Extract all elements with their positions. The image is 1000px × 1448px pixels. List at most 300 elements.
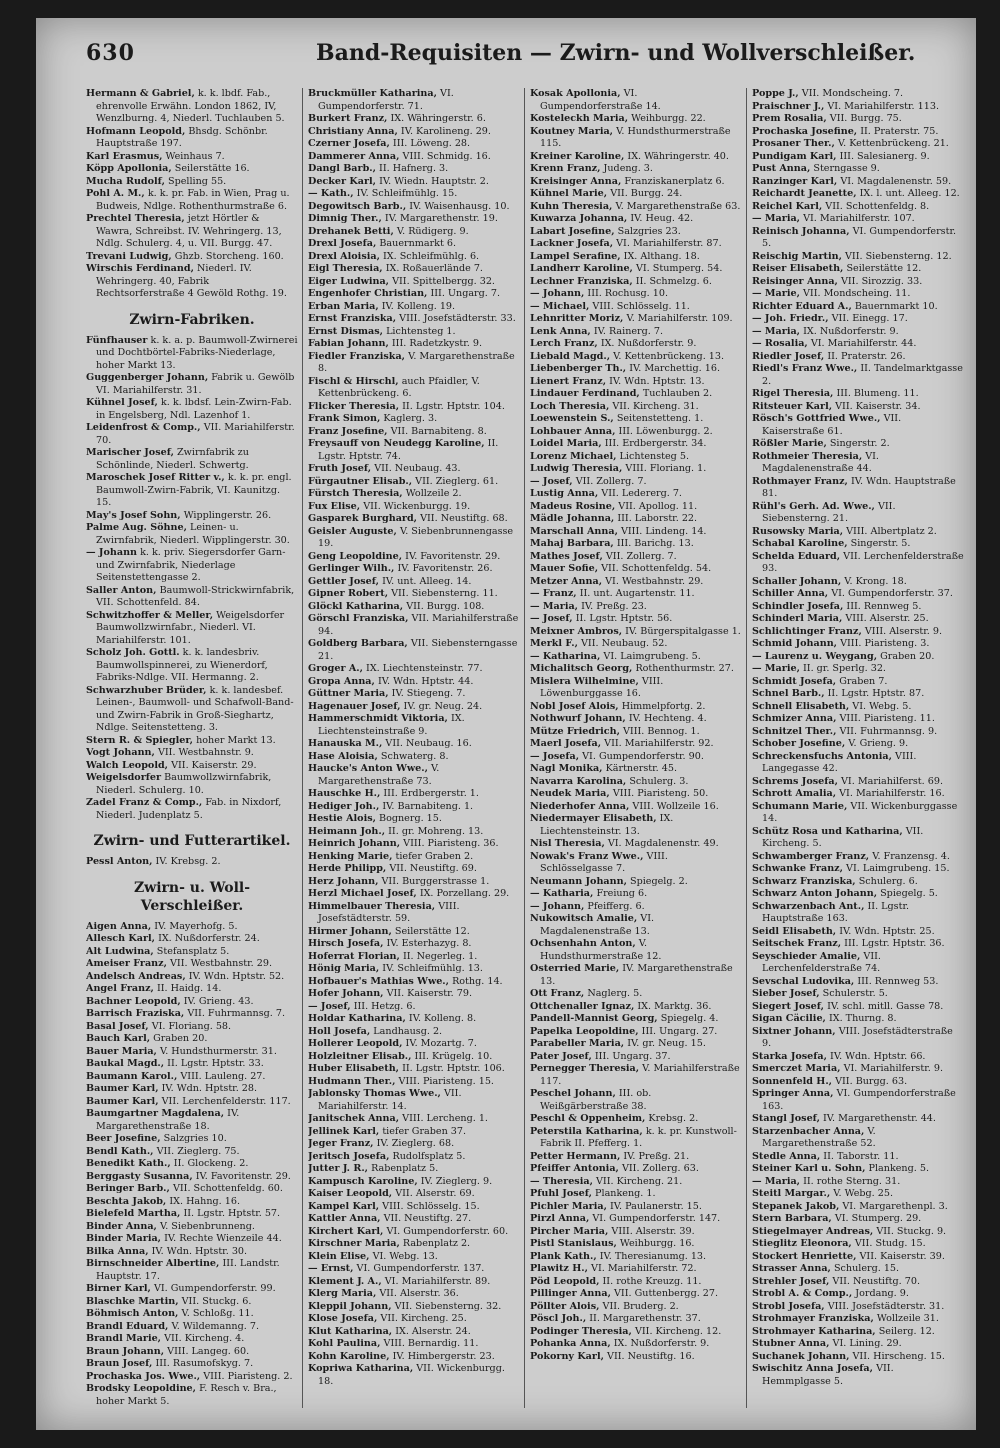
entry-address: VIII. Josefstädterstr. 33.	[399, 313, 516, 324]
entry-address: F. Resch v. Bra., hoher Markt 5.	[96, 1383, 277, 1407]
directory-entry	[308, 1326, 520, 1339]
entry-address: VII. Hemmplgasse 5.	[762, 1363, 894, 1387]
directory-entry	[752, 863, 964, 876]
directory-entry	[530, 1188, 742, 1201]
entry-name: — Maria,	[752, 213, 801, 224]
entry-address: Baumwollzwirnfabrik, Niederl. Schulerg. 10.	[96, 772, 272, 796]
directory-entry	[530, 1001, 742, 1014]
directory-entry	[530, 538, 742, 551]
entry-address: VII. Burgg. 24.	[610, 188, 683, 199]
entry-address: V. Krong. 18.	[844, 575, 907, 587]
entry-address: Sterngasse 9.	[813, 163, 880, 174]
entry-address: IV. Zieglerg. 68.	[376, 1138, 455, 1149]
entry-name: Reischig Martin,	[752, 250, 842, 262]
entry-address: VII. Apollog. 11.	[618, 500, 698, 512]
entry-address: tiefer Graben 2.	[395, 850, 474, 862]
entry-name: Brandl Marie,	[86, 1333, 162, 1344]
directory-entry	[86, 472, 298, 510]
entry-address: V. Mariahilferstraße 117.	[540, 1063, 740, 1087]
directory-entry	[308, 938, 520, 951]
entry-name: Ranzinger Karl,	[752, 175, 838, 187]
entry-address: Weinhaus 7.	[165, 150, 225, 162]
entry-address: IV. gr. Neug. 15.	[627, 1038, 706, 1049]
entry-address: VII. Siebensterng. 12.	[844, 250, 952, 262]
entry-address: VII. Zollerg. 63.	[621, 1163, 699, 1174]
directory-entry	[86, 372, 298, 397]
directory-entry	[530, 813, 742, 838]
directory-entry	[86, 747, 298, 760]
entry-address: k. k. lbdsf. Lein-Zwirn-Fab. in Engelsberg, Ndl. Lazenhof 1.	[96, 397, 292, 421]
entry-address: Zwirnfabrik zu Schönlinde, Niederl. Schwertg.	[96, 447, 249, 471]
directory-entry	[86, 251, 298, 264]
entry-address: VIII. Schlösselg. 11.	[592, 300, 690, 312]
directory-entry	[308, 1288, 520, 1301]
entry-name: Kirschner Maria,	[308, 1238, 400, 1249]
directory-entry	[86, 921, 298, 934]
entry-name: Schumann Marie,	[752, 800, 848, 812]
directory-entry	[752, 1288, 964, 1301]
directory-entry	[308, 613, 520, 638]
column-divider	[746, 88, 747, 1408]
entry-name: Stieglitz Eleonora,	[752, 1238, 852, 1249]
entry-name: Schrems Josefa,	[752, 775, 838, 787]
entry-address: Seilerstätte 16.	[174, 163, 250, 174]
entry-name: Sieber Josef,	[752, 988, 820, 999]
entry-name: Kreiner Karoline,	[530, 150, 625, 162]
entry-address: IV. Margarethenstr. 19.	[384, 213, 498, 224]
entry-address: VII. Fuhrmannsg. 7.	[187, 1008, 286, 1019]
entry-name: Sevschal Ludovika,	[752, 975, 855, 987]
directory-entry	[86, 933, 298, 946]
entry-address: Kärtnerstr. 45.	[605, 763, 678, 774]
entry-name: Schmizer Anna,	[752, 713, 837, 724]
directory-entry	[308, 738, 520, 751]
entry-address: Landhausg. 2.	[373, 1025, 443, 1037]
directory-entry	[86, 996, 298, 1009]
directory-entry	[308, 751, 520, 764]
entry-name: Prem Rosalia,	[752, 113, 827, 124]
directory-entry	[86, 1346, 298, 1359]
directory-entry	[752, 776, 964, 789]
directory-entry	[752, 951, 964, 976]
entry-name: Freysauff von Neudegg Karoline,	[308, 438, 485, 449]
directory-entry	[308, 588, 520, 601]
entry-name: Smerczet Maria,	[752, 1063, 841, 1074]
entry-name: Merkl F.,	[530, 638, 578, 649]
entry-address: IV. Mayerhofg. 5.	[154, 920, 238, 932]
entry-name: Beschta Jakob,	[86, 1195, 167, 1207]
entry-name: Karl Erasmus,	[86, 150, 163, 162]
entry-address: VIII. Schmidg. 16.	[402, 150, 491, 162]
directory-entry	[752, 1001, 964, 1014]
entry-address: II. Lgstr. Hptstr. 56.	[575, 613, 673, 624]
entry-name: Bauch Karl,	[86, 1033, 151, 1044]
entry-name: Strohmayer Katharina,	[752, 1325, 876, 1337]
entry-address: III. Ungarg. 7.	[430, 288, 501, 299]
directory-entry	[530, 776, 742, 789]
entry-name: Glöckl Katharina,	[308, 600, 404, 612]
entry-name: Lorenz Michael,	[530, 450, 617, 462]
directory-entry	[530, 1038, 742, 1051]
entry-address: Rothg. 14.	[452, 975, 503, 987]
entry-name: — Josef,	[530, 475, 573, 487]
entry-address: IX. Nußdorferstr. 9.	[613, 1338, 710, 1349]
entry-name: Heinrich Johann,	[308, 838, 401, 849]
directory-entry	[86, 1146, 298, 1159]
directory-entry	[308, 1263, 520, 1276]
directory-entry	[530, 838, 742, 851]
directory-entry	[752, 801, 964, 826]
directory-entry	[308, 226, 520, 239]
directory-entry	[530, 1288, 742, 1301]
entry-address: IV. Wdn. Hauptstraße 81.	[762, 475, 956, 499]
directory-entry	[308, 163, 520, 176]
directory-entry	[308, 201, 520, 214]
directory-entry	[530, 263, 742, 276]
entry-address: Bhsdg. Schönbr. Hauptstraße 197.	[96, 125, 268, 149]
entry-address: II. gr. Sperlg. 32.	[802, 663, 886, 674]
entry-name: Beer Josefine,	[86, 1133, 161, 1144]
entry-name: Liebenberger Th.,	[530, 363, 627, 374]
entry-address: VII. Neustiftg. 70.	[832, 1275, 921, 1287]
entry-name: Pfeiffer Antonia,	[530, 1163, 619, 1174]
directory-entry	[752, 988, 964, 1001]
entry-address: IX. Währingerstr. 40.	[627, 150, 729, 162]
entry-name: Janitschek Anna,	[308, 1113, 400, 1124]
entry-address: k. k. pr. Kunstwoll-Fabrik II. Pfefferg. 1.	[540, 1125, 737, 1149]
entry-name: Kirchert Karl,	[308, 1225, 384, 1237]
entry-name: Frank Simon,	[308, 413, 381, 424]
entry-address: III. Rennweg 5.	[846, 600, 922, 612]
entry-address: VI. Gumpendorferstr. 5.	[762, 225, 957, 249]
entry-name: Böhmisch Anton,	[86, 1308, 179, 1319]
directory-entry	[752, 1051, 964, 1064]
directory-entry	[308, 988, 520, 1001]
entry-name: Navarra Karolina,	[530, 775, 627, 787]
entry-name: Goldberg Barbara,	[308, 638, 408, 649]
directory-entry	[86, 610, 298, 648]
directory-entry	[752, 976, 964, 989]
entry-name: Lenk Anna,	[530, 325, 591, 337]
entry-name: Riedl's Franz Wwe.,	[752, 363, 858, 374]
directory-entry	[86, 1046, 298, 1059]
directory-entry	[86, 88, 298, 126]
entry-name: Springer Anna,	[752, 1088, 834, 1099]
directory-entry	[308, 1363, 520, 1388]
entry-name: Vogt Johann,	[86, 747, 155, 758]
entry-address: II. Lgstr. Hptstr. 87.	[827, 688, 925, 699]
entry-address: VII. Mariahilferstr. 92.	[604, 738, 714, 749]
entry-address: VI. Laimgrubeng. 5.	[603, 650, 701, 662]
entry-name: Lampel Serafine,	[530, 250, 621, 262]
entry-name: Jeritsch Josefa,	[308, 1150, 390, 1162]
entry-address: Pfeifferg. 6.	[587, 900, 645, 912]
directory-entry	[752, 1338, 964, 1351]
entry-name: Klut Katharina,	[308, 1325, 393, 1337]
entry-name: Geisler Auguste,	[308, 525, 397, 537]
directory-entry	[530, 201, 742, 214]
entry-address: Lichtensteg 5.	[619, 450, 690, 462]
entry-name: Bielefeld Martha,	[86, 1208, 181, 1219]
directory-entry	[530, 313, 742, 326]
entry-address: Rabenplatz 2.	[402, 1238, 471, 1249]
entry-name: Zadel Franz & Comp.,	[86, 797, 203, 808]
directory-entry	[752, 288, 964, 301]
entry-name: Holzleitner Elisab.,	[308, 1050, 412, 1062]
directory-entry	[308, 1213, 520, 1226]
directory-entry	[86, 1246, 298, 1259]
directory-entry	[308, 88, 520, 113]
directory-entry	[308, 1351, 520, 1364]
directory-entry	[86, 176, 298, 189]
entry-name: Kuwarza Johanna,	[530, 213, 628, 224]
entry-address: II. gr. Mohreng. 13.	[388, 825, 484, 837]
entry-address: III. Salesianerg. 9.	[839, 150, 930, 162]
entry-address: Salzgries 23.	[617, 225, 681, 237]
entry-address: VII. Mondscheing. 7.	[801, 88, 904, 99]
directory-entry	[86, 1208, 298, 1221]
entry-address: IV. Wdn. Hptstr. 66.	[830, 1050, 926, 1062]
entry-name: Mauer Sofie,	[530, 563, 599, 574]
entry-address: Seitenstetteng. 1.	[616, 413, 704, 424]
entry-name: Schober Josefine,	[752, 738, 846, 749]
directory-entry	[530, 188, 742, 201]
entry-address: VII. Westbahnstr. 9.	[157, 747, 254, 758]
entry-name: Prosaner Ther.,	[752, 138, 835, 149]
entry-name: Haucke's Anton Wwe.,	[308, 763, 428, 774]
directory-entry	[86, 397, 298, 422]
directory-entry	[86, 213, 298, 251]
entry-name: Bruckmüller Katharina,	[308, 88, 437, 99]
entry-address: Plankeng. 5.	[868, 1163, 930, 1174]
directory-entry	[308, 338, 520, 351]
entry-address: IX. l. unt. Alleeg. 12.	[859, 188, 960, 199]
entry-name: Nisl Theresia,	[530, 838, 605, 849]
directory-entry	[752, 88, 964, 101]
entry-address: V. Wildemanng. 7.	[171, 1320, 260, 1332]
directory-entry	[530, 126, 742, 151]
entry-address: VIII. Wollzeile 16.	[632, 800, 719, 812]
entry-address: IV. Karolineng. 29.	[400, 125, 491, 137]
entry-name: Alt Ludwina,	[86, 945, 154, 957]
directory-entry	[530, 851, 742, 876]
entry-name: Ochsenhahn Anton,	[530, 938, 636, 949]
directory-entry	[752, 701, 964, 714]
entry-address: VII. Kircheng. 5.	[762, 825, 924, 849]
entry-name: Rößler Marie,	[752, 438, 827, 449]
entry-name: Sigan Cäcilie,	[752, 1013, 826, 1024]
directory-entry	[86, 151, 298, 164]
entry-address: II. Lgstr. Hptstr. 57.	[183, 1208, 281, 1219]
entry-address: VI. Stumperg. 29.	[834, 1213, 922, 1224]
entry-name: Starzenbacher Anna,	[752, 1125, 865, 1137]
entry-address: VI. Mariahilferstr. 44.	[810, 338, 917, 349]
entry-address: VI. Magdalenenstr. 59.	[840, 175, 952, 187]
entry-name: Lohbauer Anna,	[530, 425, 616, 437]
entry-address: VIII. Bennog. 1.	[623, 725, 700, 737]
entry-name: Schwamberger Franz,	[752, 850, 870, 862]
entry-name: Strehler Josef,	[752, 1275, 830, 1287]
directory-entry	[752, 201, 964, 214]
entry-address: V. Rüdigerg. 9.	[396, 225, 469, 237]
entry-name: Allesch Karl,	[86, 933, 155, 944]
entry-name: Huber Elisabeth,	[308, 1063, 400, 1074]
entry-name: Reichel Karl,	[752, 200, 823, 212]
directory-columns	[86, 88, 962, 1408]
entry-name: Starka Josefa,	[752, 1050, 827, 1062]
entry-name: Pokorny Karl,	[530, 1350, 604, 1362]
entry-name: — Kath.,	[308, 188, 354, 199]
directory-entry	[308, 576, 520, 589]
entry-name: Gropa Anna,	[308, 675, 375, 687]
directory-entry	[530, 176, 742, 189]
entry-name: Schreckensfuchs Antonia,	[752, 750, 892, 762]
directory-entry	[308, 126, 520, 139]
entry-address: VI. Mariahilferst. 69.	[841, 775, 943, 787]
directory-entry	[752, 326, 964, 339]
entry-name: Loch Theresia,	[530, 400, 610, 412]
directory-entry	[530, 588, 742, 601]
entry-name: — Maria,	[752, 1175, 801, 1187]
directory-entry	[86, 1296, 298, 1309]
entry-address: VI. Webg. 5.	[852, 700, 912, 712]
entry-name: May's Josef Sohn,	[86, 509, 181, 521]
page-header	[86, 40, 946, 76]
entry-name: Drexl Josefa,	[308, 238, 377, 249]
entry-address: III. Rasumofskyg. 7.	[155, 1358, 254, 1369]
directory-entry	[752, 626, 964, 639]
directory-entry	[752, 1263, 964, 1276]
entry-name: — Michael,	[530, 300, 590, 312]
entry-address: VI. Webg. 13.	[372, 1250, 438, 1262]
entry-address: VI. Magdalenenstr. 49.	[607, 838, 719, 849]
directory-entry	[752, 526, 964, 539]
entry-address: Graben 7.	[839, 675, 888, 687]
entry-address: VI. Mariahilferstr. 113.	[827, 100, 939, 112]
entry-address: VI. Gumpendorferstr. 99.	[153, 1283, 276, 1294]
entry-address: IV. Wdn. Hptstr. 25.	[839, 925, 935, 937]
directory-entry	[308, 1088, 520, 1113]
entry-name: Groger A.,	[308, 663, 363, 674]
entry-name: Kreisinger Anna,	[530, 175, 622, 187]
entry-address: V. Margarethenstraße 73.	[318, 763, 440, 787]
directory-entry	[530, 1176, 742, 1189]
directory-entry	[752, 1251, 964, 1264]
entry-name: Strohmayer Franziska,	[752, 1313, 874, 1324]
entry-name: Niedermayer Elisabeth,	[530, 813, 657, 824]
entry-name: Kühnel Josef,	[86, 397, 158, 408]
directory-entry	[308, 313, 520, 326]
entry-name: Seidl Elisabeth,	[752, 925, 837, 937]
entry-name: Weigelsdorfer	[86, 772, 162, 783]
directory-entry	[530, 713, 742, 726]
entry-name: Schwitzhoffer & Meller,	[86, 609, 214, 621]
directory-entry	[86, 647, 298, 685]
entry-name: Walch Leopold,	[86, 759, 169, 771]
entry-address: Franziskanerplatz 6.	[624, 175, 725, 187]
entry-name: Pöd Leopold,	[530, 1275, 600, 1287]
directory-entry	[752, 576, 964, 589]
entry-name: Nagl Monika,	[530, 763, 603, 774]
entry-address: III. Barichg. 13.	[616, 538, 694, 549]
entry-address: III. Rochusg. 10.	[587, 288, 669, 299]
entry-address: VII. Alserstr. 36.	[379, 1288, 459, 1299]
entry-address: II. Hafnerg. 3.	[379, 163, 449, 174]
entry-name: — Marie,	[752, 663, 800, 674]
directory-entry	[530, 601, 742, 614]
entry-name: Klein Elise,	[308, 1250, 370, 1262]
directory-entry	[86, 1308, 298, 1321]
entry-address: VI. Margarethenpl. 3.	[842, 1200, 948, 1212]
entry-address: IV. Hechteng. 4.	[628, 713, 707, 724]
directory-entry	[86, 1358, 298, 1371]
entry-name: Osterried Marie,	[530, 963, 620, 974]
directory-entry	[308, 813, 520, 826]
directory-entry	[86, 585, 298, 610]
entry-address: IV. Wiedn. Hauptstr. 2.	[379, 175, 489, 187]
entry-address: VII. Mariahilferstraße 94.	[318, 613, 519, 637]
directory-entry	[530, 351, 742, 364]
entry-address: VII. Westbahnstr. 29.	[169, 958, 273, 969]
entry-address: Spelling 55.	[168, 175, 227, 187]
entry-name: Pater Josef,	[530, 1050, 592, 1062]
entry-name: Schmid Johann,	[752, 638, 838, 649]
entry-address: IV. Margarethenstr. 44.	[823, 1113, 936, 1124]
entry-address: VI. Gumpendorferstr. 71.	[318, 88, 454, 112]
entry-address: IX. Schleifmühlg. 6.	[382, 250, 480, 262]
entry-address: VIII. Piaristeng. 11.	[839, 713, 935, 724]
entry-name: Mucha Rudolf,	[86, 175, 165, 187]
entry-name: Stangl Josef,	[752, 1113, 820, 1124]
entry-name: Gasparek Burghard,	[308, 513, 418, 524]
entry-name: Marischer Josef,	[86, 447, 174, 458]
entry-name: Seitschek Franz,	[752, 938, 842, 949]
directory-entry	[308, 376, 520, 401]
entry-address: VII. Burgg. 108.	[406, 600, 485, 612]
entry-name: Gipner Robert,	[308, 588, 389, 599]
entry-name: Czerner Josefa,	[308, 138, 390, 149]
entry-address: VIII. Löwenburggasse 16.	[540, 675, 664, 699]
directory-entry	[530, 488, 742, 501]
directory-entry	[752, 676, 964, 689]
entry-name: — Katharia,	[530, 888, 594, 899]
directory-entry	[752, 663, 964, 676]
entry-name: Kohl Paulina,	[308, 1338, 381, 1349]
directory-entry	[530, 738, 742, 751]
entry-address: V. Hundsthurmerstr. 31.	[159, 1045, 277, 1057]
entry-address: VI. Laimgrubeng. 15.	[846, 863, 950, 874]
entry-address: IV. Schleifmühlg. 13.	[382, 963, 483, 974]
entry-name: Kampel Karl,	[308, 1200, 380, 1212]
entry-address: Spiegelg. 4.	[660, 1013, 719, 1024]
entry-name: Schindler Josefa,	[752, 600, 844, 612]
entry-name: Fruth Josef,	[308, 463, 372, 474]
directory-entry	[308, 1113, 520, 1126]
entry-name: Baumer Karl,	[86, 1083, 159, 1094]
entry-name: Bilka Anna,	[86, 1245, 149, 1257]
entry-address: VII. Siebensterng. 21.	[762, 500, 896, 524]
entry-address: VI. Gumpendorferstraße 163.	[762, 1088, 956, 1112]
directory-entry	[752, 713, 964, 726]
directory-entry	[530, 438, 742, 451]
entry-name: Liebald Magd.,	[530, 350, 611, 362]
entry-name: Henking Marie,	[308, 850, 393, 862]
directory-entry	[752, 301, 964, 314]
entry-address: VII. Kaiserstraße 61.	[762, 413, 902, 437]
entry-name: Heimann Joh.,	[308, 825, 386, 837]
directory-entry	[308, 876, 520, 889]
entry-name: Lechner Franziska,	[530, 275, 633, 287]
